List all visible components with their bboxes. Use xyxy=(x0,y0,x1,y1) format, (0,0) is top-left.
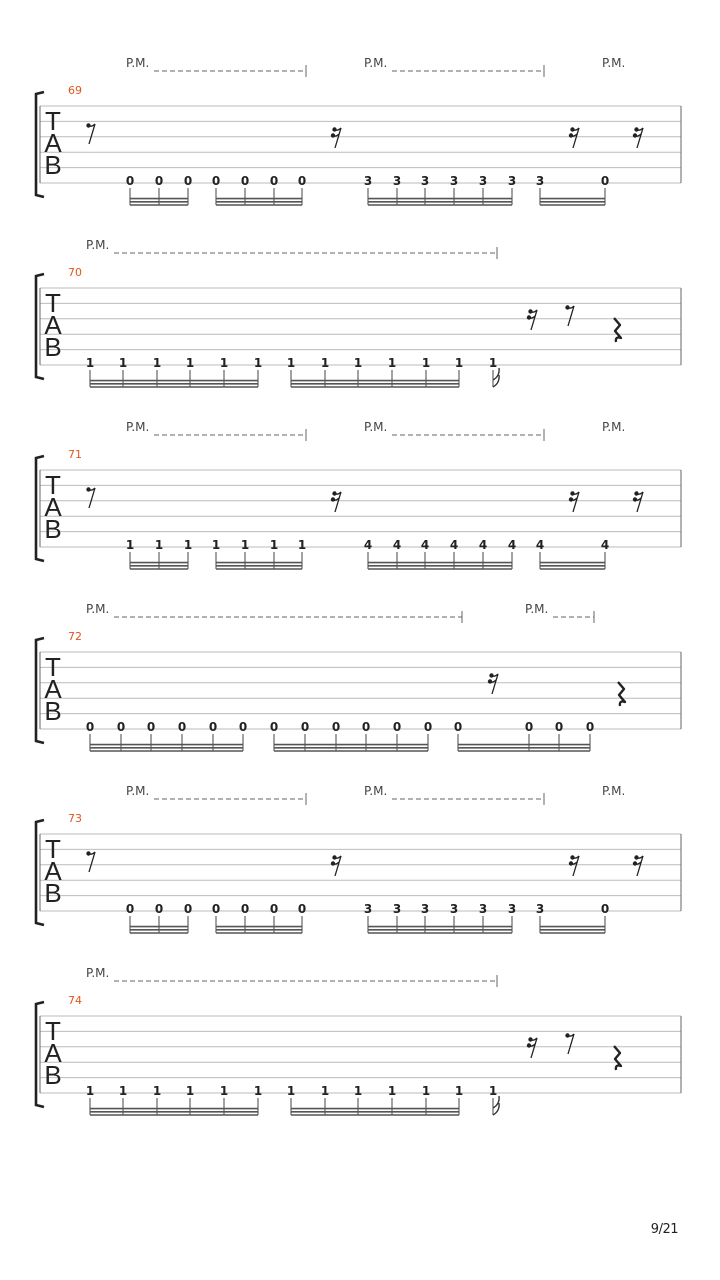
sixteenth-rest xyxy=(633,855,643,876)
fret-number: 1 xyxy=(488,1084,498,1098)
fret-number: 1 xyxy=(85,1084,95,1098)
fret-number: 1 xyxy=(185,1084,195,1098)
fret-number: 4 xyxy=(507,538,517,552)
tab-clef-letter: T xyxy=(45,652,61,682)
sixteenth-rest xyxy=(488,673,498,694)
fret-number: 3 xyxy=(363,174,373,188)
fret-number: 0 xyxy=(300,720,310,734)
fret-number: 0 xyxy=(453,720,463,734)
fret-number: 3 xyxy=(449,174,459,188)
rest-flag-dot xyxy=(633,497,637,501)
rest-flag-dot xyxy=(633,861,637,865)
tab-clef-letter: T xyxy=(45,470,61,500)
fret-number: 1 xyxy=(253,1084,263,1098)
fret-number: 0 xyxy=(116,720,126,734)
sixteenth-rest xyxy=(527,309,537,330)
fret-number: 0 xyxy=(125,902,135,916)
fret-number: 3 xyxy=(363,902,373,916)
palm-mute-label: P.M. xyxy=(364,56,388,70)
rest-flag-dot xyxy=(570,855,574,859)
fret-number: 4 xyxy=(600,538,610,552)
rest-flag-dot xyxy=(565,1033,569,1037)
fret-number: 0 xyxy=(183,902,193,916)
fret-number: 0 xyxy=(238,720,248,734)
palm-mute-label: P.M. xyxy=(126,784,150,798)
tab-system-69 xyxy=(36,56,681,205)
fret-number: 0 xyxy=(297,174,307,188)
fret-number: 0 xyxy=(269,174,279,188)
fret-number: 1 xyxy=(152,1084,162,1098)
rest-flag-dot xyxy=(633,133,637,137)
fret-number: 3 xyxy=(449,902,459,916)
measure-number: 69 xyxy=(68,84,82,97)
fret-number: 0 xyxy=(208,720,218,734)
fret-number: 4 xyxy=(363,538,373,552)
measure-number: 74 xyxy=(68,994,82,1007)
eighth-rest xyxy=(565,1033,574,1054)
palm-mute-label: P.M. xyxy=(602,56,626,70)
fret-number: 0 xyxy=(331,720,341,734)
note-flag xyxy=(493,368,499,387)
tab-clef-letter: A xyxy=(44,128,62,158)
fret-number: 1 xyxy=(219,1084,229,1098)
tab-system-71 xyxy=(36,420,681,569)
fret-number: 0 xyxy=(297,902,307,916)
fret-number: 3 xyxy=(420,174,430,188)
fret-number: 1 xyxy=(185,356,195,370)
tab-system-72 xyxy=(36,602,681,751)
fret-number: 3 xyxy=(478,174,488,188)
rest-flag-dot xyxy=(527,315,531,319)
fret-number: 0 xyxy=(146,720,156,734)
measure-number: 73 xyxy=(68,812,82,825)
fret-number: 4 xyxy=(478,538,488,552)
fret-number: 0 xyxy=(585,720,595,734)
rest-flag-dot xyxy=(569,497,573,501)
sixteenth-rest xyxy=(569,491,579,512)
tab-clef-letter: T xyxy=(45,834,61,864)
fret-number: 0 xyxy=(211,902,221,916)
fret-number: 3 xyxy=(507,174,517,188)
quarter-rest-glyph xyxy=(618,682,625,706)
tab-clef-letter: B xyxy=(44,1060,62,1090)
fret-number: 1 xyxy=(85,356,95,370)
rest-flag-dot xyxy=(86,851,90,855)
rest-flag-dot xyxy=(331,497,335,501)
fret-number: 3 xyxy=(420,902,430,916)
note-flag xyxy=(493,1096,499,1115)
quarter-rest xyxy=(614,318,621,342)
measure-number: 71 xyxy=(68,448,82,461)
fret-number: 0 xyxy=(392,720,402,734)
rest-flag-dot xyxy=(331,133,335,137)
eighth-rest xyxy=(86,123,95,144)
fret-number: 0 xyxy=(240,174,250,188)
eighth-rest xyxy=(86,851,95,872)
fret-number: 1 xyxy=(286,356,296,370)
fret-number: 1 xyxy=(118,1084,128,1098)
fret-number: 1 xyxy=(219,356,229,370)
fret-number: 3 xyxy=(507,902,517,916)
palm-mute-label: P.M. xyxy=(86,966,110,980)
fret-number: 1 xyxy=(421,1084,431,1098)
fret-number: 4 xyxy=(420,538,430,552)
rest-flag-dot xyxy=(634,491,638,495)
tab-clef-letter: A xyxy=(44,310,62,340)
sixteenth-rest xyxy=(569,127,579,148)
fret-number: 0 xyxy=(600,902,610,916)
quarter-rest xyxy=(614,1046,621,1070)
rest-flag-dot xyxy=(634,855,638,859)
eighth-rest xyxy=(86,487,95,508)
page-number: 9/21 xyxy=(650,1222,678,1237)
tab-system-74 xyxy=(36,966,681,1115)
fret-number: 0 xyxy=(554,720,564,734)
rest-flag-dot xyxy=(86,487,90,491)
palm-mute-label: P.M. xyxy=(364,784,388,798)
fret-number: 0 xyxy=(211,174,221,188)
palm-mute-label: P.M. xyxy=(364,420,388,434)
rest-flag-dot xyxy=(488,679,492,683)
tab-clef-letter: B xyxy=(44,514,62,544)
tab-clef-letter: B xyxy=(44,696,62,726)
fret-number: 3 xyxy=(535,902,545,916)
rest-flag-dot xyxy=(332,127,336,131)
fret-number: 0 xyxy=(269,902,279,916)
fret-number: 1 xyxy=(297,538,307,552)
palm-mute-label: P.M. xyxy=(126,56,150,70)
fret-number: 4 xyxy=(392,538,402,552)
sixteenth-rest xyxy=(633,491,643,512)
fret-number: 1 xyxy=(286,1084,296,1098)
palm-mute-label: P.M. xyxy=(525,602,549,616)
rest-flag-dot xyxy=(331,861,335,865)
fret-number: 4 xyxy=(449,538,459,552)
palm-mute-label: P.M. xyxy=(602,420,626,434)
sixteenth-rest xyxy=(633,127,643,148)
quarter-rest-glyph xyxy=(614,1046,621,1070)
fret-number: 1 xyxy=(387,1084,397,1098)
rest-flag-dot xyxy=(527,1043,531,1047)
fret-number: 0 xyxy=(154,174,164,188)
fret-number: 0 xyxy=(240,902,250,916)
palm-mute-label: P.M. xyxy=(86,602,110,616)
tab-clef-letter: T xyxy=(45,106,61,136)
fret-number: 1 xyxy=(240,538,250,552)
tab-clef-letter: T xyxy=(45,288,61,318)
rest-flag-dot xyxy=(570,127,574,131)
tab-clef-letter: A xyxy=(44,674,62,704)
tab-clef-letter: B xyxy=(44,878,62,908)
tab-clef-letter: B xyxy=(44,150,62,180)
palm-mute-label: P.M. xyxy=(602,784,626,798)
fret-number: 3 xyxy=(478,902,488,916)
sixteenth-rest xyxy=(527,1037,537,1058)
fret-number: 0 xyxy=(125,174,135,188)
fret-number: 3 xyxy=(392,902,402,916)
rest-flag-dot xyxy=(569,133,573,137)
palm-mute-label: P.M. xyxy=(86,238,110,252)
tab-clef-letter: A xyxy=(44,1038,62,1068)
tab-system-70 xyxy=(36,238,681,387)
fret-number: 0 xyxy=(524,720,534,734)
fret-number: 0 xyxy=(423,720,433,734)
quarter-rest xyxy=(618,682,625,706)
fret-number: 1 xyxy=(154,538,164,552)
fret-number: 1 xyxy=(118,356,128,370)
sixteenth-rest xyxy=(331,127,341,148)
tab-system-73 xyxy=(36,784,681,933)
fret-number: 1 xyxy=(253,356,263,370)
fret-number: 1 xyxy=(387,356,397,370)
fret-number: 0 xyxy=(183,174,193,188)
tab-clef-letter: A xyxy=(44,492,62,522)
fret-number: 0 xyxy=(600,174,610,188)
fret-number: 1 xyxy=(353,1084,363,1098)
eighth-rest xyxy=(565,305,574,326)
palm-mute-label: P.M. xyxy=(126,420,150,434)
fret-number: 3 xyxy=(392,174,402,188)
fret-number: 1 xyxy=(320,356,330,370)
rest-flag-dot xyxy=(86,123,90,127)
fret-number: 1 xyxy=(183,538,193,552)
fret-number: 1 xyxy=(488,356,498,370)
fret-number: 0 xyxy=(361,720,371,734)
tab-clef-letter: B xyxy=(44,332,62,362)
tab-clef-letter: T xyxy=(45,1016,61,1046)
fret-number: 1 xyxy=(454,356,464,370)
fret-number: 0 xyxy=(154,902,164,916)
rest-flag-dot xyxy=(332,855,336,859)
rest-flag-dot xyxy=(634,127,638,131)
sixteenth-rest xyxy=(331,855,341,876)
fret-number: 4 xyxy=(535,538,545,552)
measure-number: 72 xyxy=(68,630,82,643)
fret-number: 1 xyxy=(454,1084,464,1098)
rest-flag-dot xyxy=(332,491,336,495)
rest-flag-dot xyxy=(569,861,573,865)
fret-number: 3 xyxy=(535,174,545,188)
fret-number: 1 xyxy=(320,1084,330,1098)
tab-clef-letter: A xyxy=(44,856,62,886)
fret-number: 0 xyxy=(269,720,279,734)
fret-number: 1 xyxy=(269,538,279,552)
rest-flag-dot xyxy=(528,309,532,313)
fret-number: 1 xyxy=(353,356,363,370)
quarter-rest-glyph xyxy=(614,318,621,342)
sixteenth-rest xyxy=(331,491,341,512)
fret-number: 1 xyxy=(152,356,162,370)
fret-number: 1 xyxy=(211,538,221,552)
rest-flag-dot xyxy=(528,1037,532,1041)
rest-flag-dot xyxy=(570,491,574,495)
fret-number: 1 xyxy=(125,538,135,552)
fret-number: 1 xyxy=(421,356,431,370)
sixteenth-rest xyxy=(569,855,579,876)
measure-number: 70 xyxy=(68,266,82,279)
rest-flag-dot xyxy=(565,305,569,309)
fret-number: 0 xyxy=(85,720,95,734)
rest-flag-dot xyxy=(489,673,493,677)
fret-number: 0 xyxy=(177,720,187,734)
